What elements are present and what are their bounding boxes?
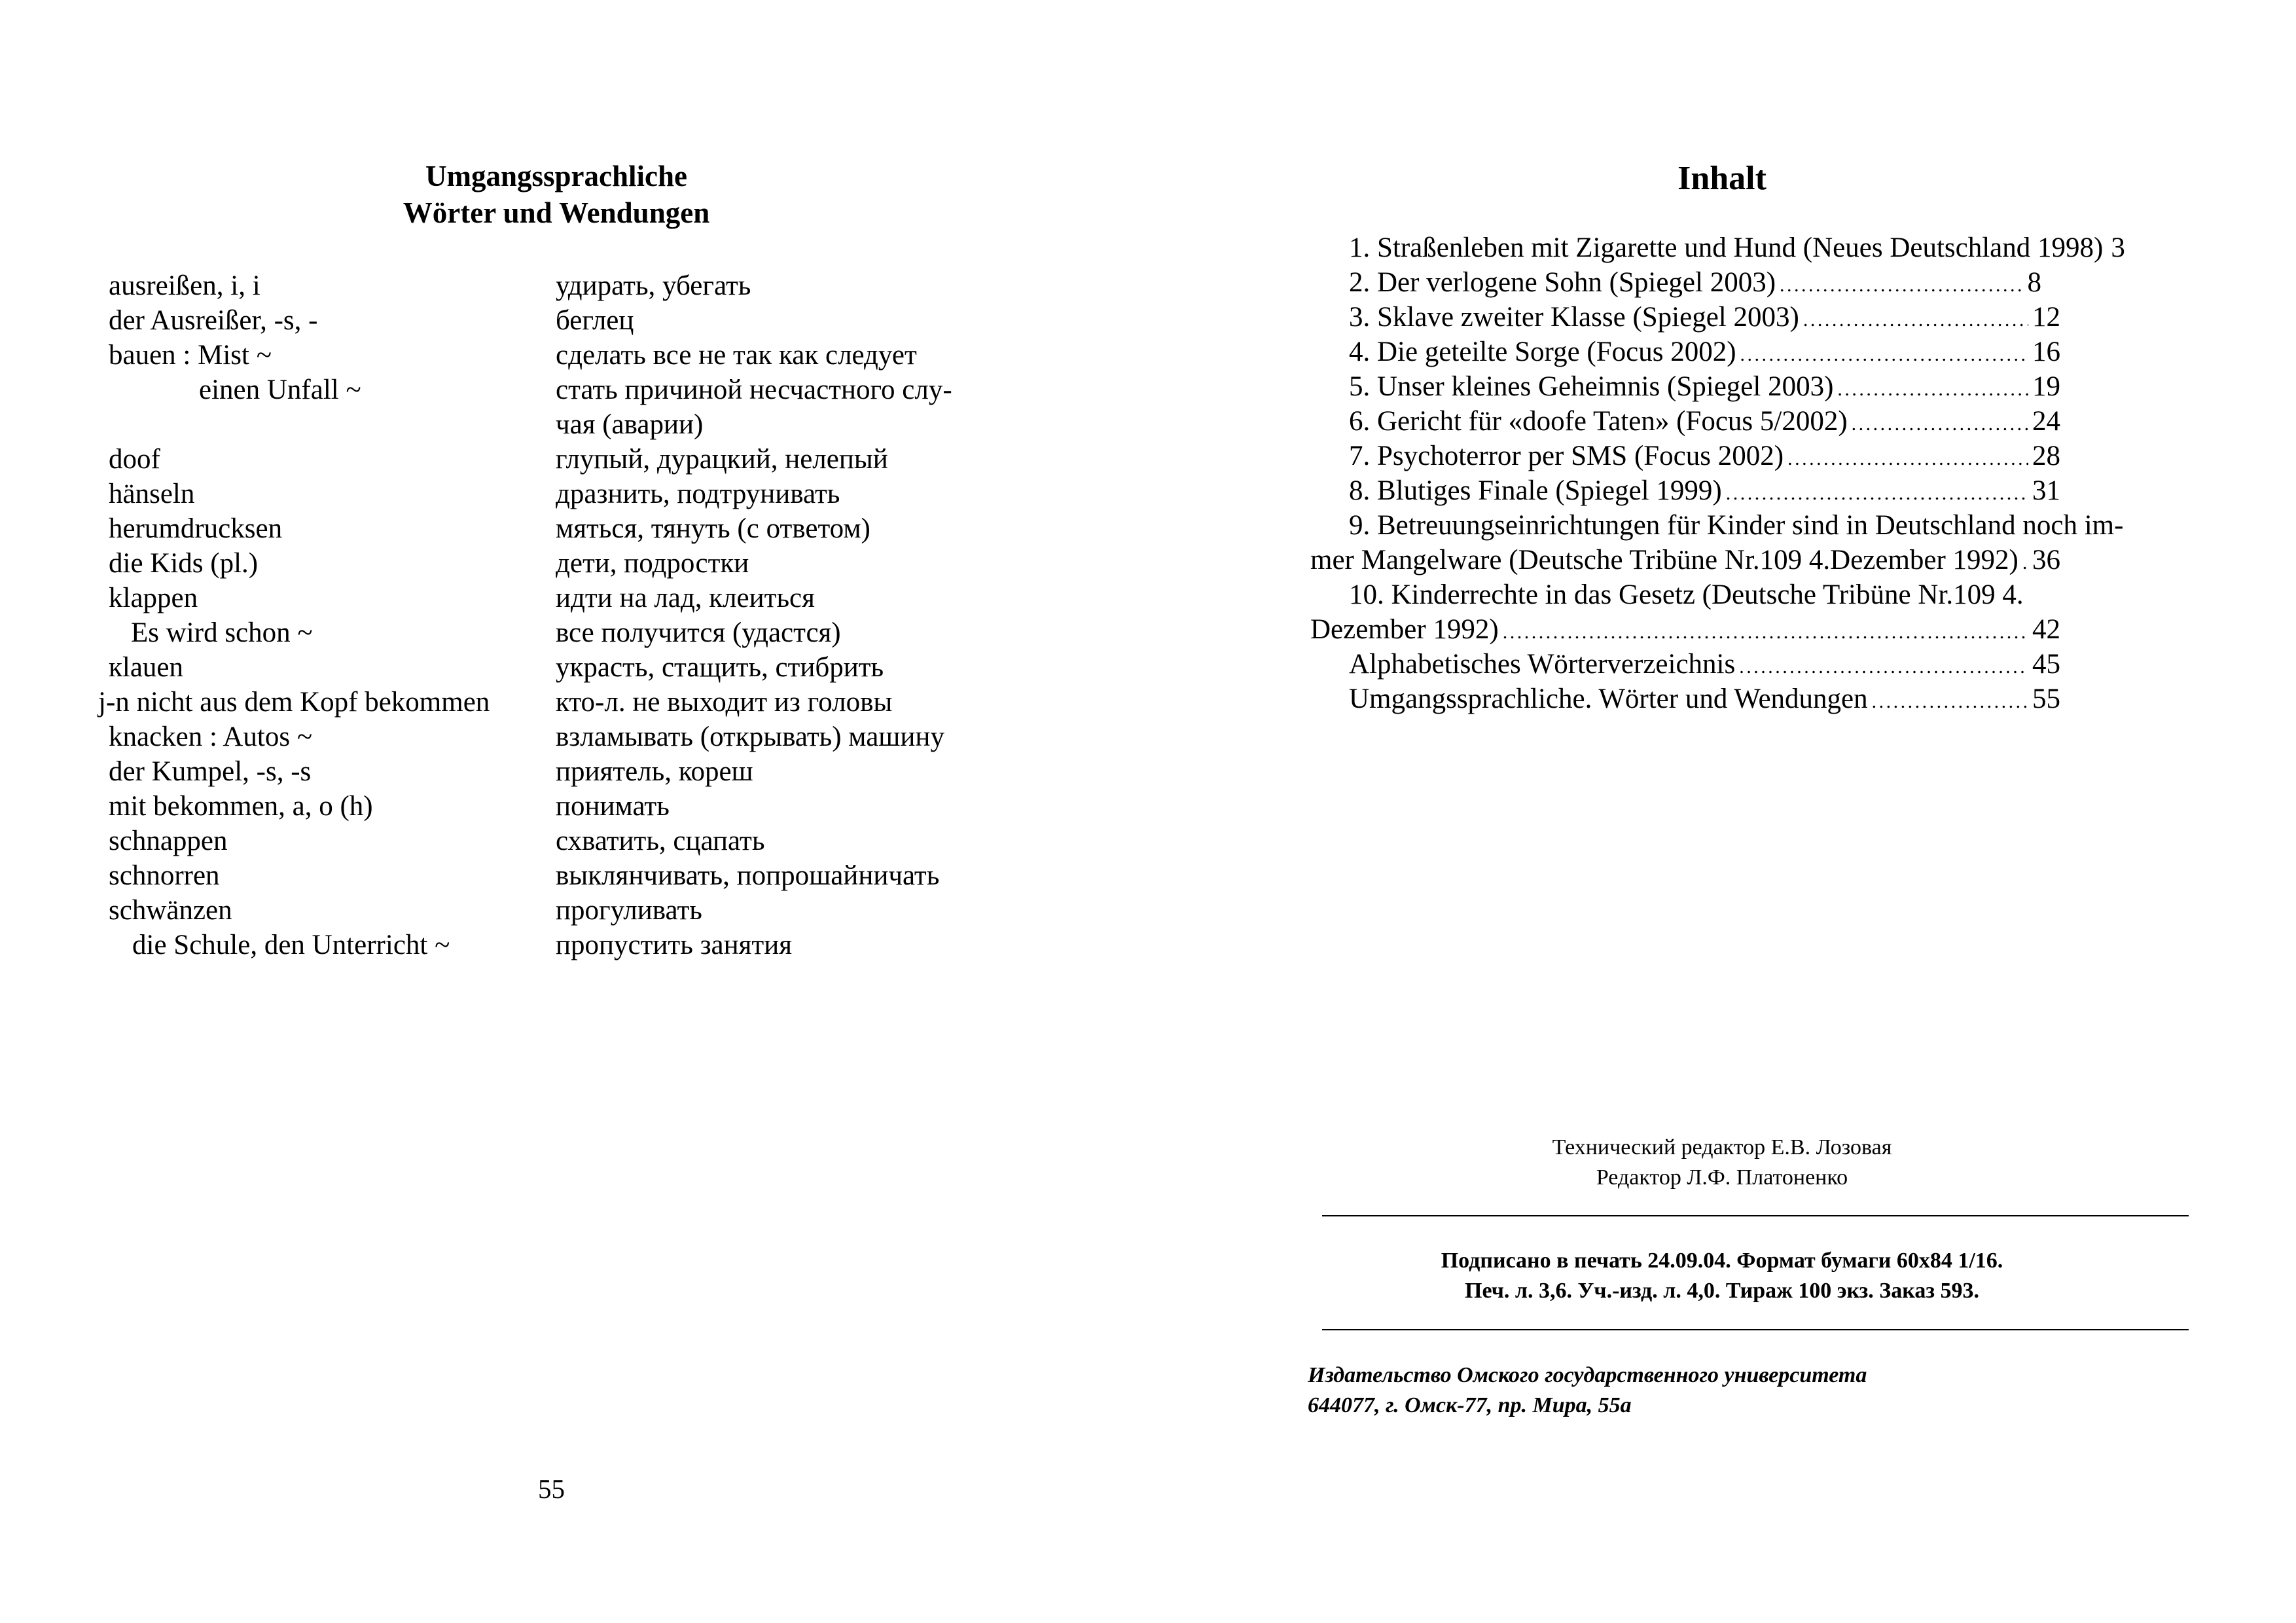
glossary-translation: понимать	[556, 791, 670, 822]
glossary-translation: беглец	[556, 305, 634, 336]
glossary-term: einen Unfall ~	[199, 374, 361, 405]
toc-entry-title: 8. Blutiges Finale (Spiegel 1999)	[1349, 475, 1722, 506]
page-number: 55	[538, 1474, 565, 1504]
toc-leader	[2022, 543, 2028, 580]
toc-leader	[1787, 439, 2028, 476]
toc-page-number: 24	[2032, 406, 2060, 437]
glossary-term: Es wird schon ~	[131, 617, 313, 648]
print-info-line2: Печ. л. 3,6. Уч.-изд. л. 4,0. Тираж 100 экз. Заказ 593.	[1465, 1279, 1979, 1303]
toc-entry-title: 5. Unser kleines Geheimnis (Spiegel 2003)	[1349, 371, 1834, 402]
glossary-term: кlauen	[109, 652, 184, 683]
glossary-row	[109, 789, 1025, 824]
glossary-translation: дети, подростки	[556, 548, 749, 579]
glossary-translation: глупый, дурацкий, нелепый	[556, 444, 888, 475]
glossary-term: die Kids (pl.)	[109, 548, 259, 579]
glossary-term: knacken : Autos ~	[109, 721, 313, 752]
publisher-address: 644077, г. Омск-77, пр. Мира, 55а	[1308, 1393, 1632, 1417]
glossary-translation: дразнить, подтрунивать	[556, 479, 840, 509]
glossary-term: die Schule, den Unterricht ~	[132, 930, 450, 960]
glossary-translation: прогуливать	[556, 895, 702, 926]
toc-entry-title: 3. Sklave zweiter Klasse (Spiegel 2003)	[1349, 302, 1799, 333]
glossary-row	[109, 581, 1025, 615]
glossary-row	[109, 824, 1025, 858]
glossary-translation: удирать, убегать	[556, 270, 751, 301]
toc-entry-title: 4. Die geteilte Sorge (Focus 2002)	[1349, 337, 1736, 367]
toc-page-number: 45	[2032, 649, 2060, 680]
toc-page-number: 19	[2032, 371, 2060, 402]
toc-entry	[1349, 300, 2060, 335]
glossary-term: bauen : Mist ~	[109, 340, 272, 371]
glossary-term: mit bekommen, a, o (h)	[109, 791, 373, 822]
glossary-row	[109, 442, 1025, 477]
tech-editor: Технический редактор Е.В. Лозовая	[1552, 1135, 1892, 1159]
glossary-translation: чая (аварии)	[556, 409, 704, 440]
glossary-term: j-n nicht aus dem Kopf bekommen	[98, 687, 490, 718]
glossary-term: klappen	[109, 583, 198, 613]
glossary-term: schnorren	[109, 860, 220, 891]
toc-leader	[1852, 404, 2028, 441]
toc-leader	[1726, 473, 2028, 511]
glossary-row	[109, 477, 1025, 511]
glossary-title-line2: Wörter und Wendungen	[403, 196, 710, 229]
toc-page-number: 16	[2032, 337, 2060, 367]
glossary-term: schnappen	[109, 826, 228, 856]
toc-page-number: 31	[2032, 475, 2060, 506]
glossary-row	[109, 928, 1025, 962]
glossary-translation: выклянчивать, попрошайничать	[556, 860, 940, 891]
glossary-term: herumdrucksen	[109, 513, 283, 544]
toc-page-number: 8	[2027, 267, 2041, 298]
toc-entry	[1349, 439, 2060, 473]
publisher-name: Издательство Омского государственного университета	[1308, 1363, 1867, 1387]
glossary-translation: стать причиной несчастного слу-	[556, 374, 952, 405]
toc-entry-title: 7. Psychoterror per SMS (Focus 2002)	[1349, 441, 1784, 471]
glossary-row	[109, 546, 1025, 581]
editor: Редактор Л.Ф. Платоненко	[1596, 1165, 1848, 1190]
glossary-term: der Ausreißer, -s, -	[109, 305, 318, 336]
glossary-translation: сделать все не так как следует	[556, 340, 917, 371]
toc-entry-title: 9. Betreuungseinrichtungen für Kinder sind in Deutschland noch im-	[1349, 510, 2124, 541]
glossary-term: doof	[109, 444, 160, 475]
glossary-row	[109, 268, 1025, 303]
glossary-row	[109, 511, 1025, 546]
toc-leader	[1837, 369, 2028, 407]
toc-entry-title: 10. Kinderrechte in das Gesetz (Deutsche Tribüne Nr.109 4.	[1349, 579, 2024, 610]
glossary-row	[109, 338, 1025, 373]
toc-entry	[1349, 369, 2060, 404]
glossary-row	[109, 373, 1025, 407]
toc-entry-title: Alphabetisches Wörterverzeichnis	[1349, 649, 1736, 680]
toc-entry	[1349, 404, 2060, 439]
right-page	[1148, 0, 2296, 1623]
glossary-translation: пропустить занятия	[556, 930, 793, 960]
glossary-title-line1: Umgangssprachliche	[425, 160, 687, 192]
toc-entry-title: 1. Straßenleben mit Zigarette und Hund (Neues Deutschland 1998)	[1349, 232, 2104, 263]
toc-entry-title: 2. Der verlogene Sohn (Spiegel 2003)	[1349, 267, 1776, 298]
glossary-translation: кто-л. не выходит из головы	[556, 687, 893, 718]
glossary-term: ausreißen, i, i	[109, 270, 260, 301]
glossary-term: hänseln	[109, 479, 195, 509]
glossary-row	[109, 858, 1025, 893]
print-info-line1: Подписано в печать 24.09.04. Формат бумаги 60х84 1/16.	[1441, 1249, 2003, 1273]
glossary-row	[109, 303, 1025, 338]
toc-page-number: 28	[2032, 441, 2060, 471]
toc-entry	[1310, 543, 2060, 577]
divider	[1322, 1215, 2189, 1216]
glossary-term: der Kumpel, -s, -s	[109, 756, 312, 787]
glossary-translation: приятель, кореш	[556, 756, 753, 787]
glossary-row	[109, 407, 1025, 442]
toc-leader	[1780, 265, 2023, 302]
glossary-list	[98, 268, 1025, 962]
glossary-translation: все получится (удастся)	[556, 617, 841, 648]
toc-leader	[1803, 300, 2028, 337]
toc-entry	[1349, 682, 2060, 716]
toc-leader	[1872, 682, 2028, 719]
glossary-translation: украсть, стащить, стибрить	[556, 652, 884, 683]
toc-entry	[1349, 647, 2060, 682]
glossary-row	[109, 615, 1025, 650]
glossary-translation: схватить, сцапать	[556, 826, 765, 856]
toc-entry-title: mer Mangelware (Deutsche Tribüne Nr.109 4.Dezember 1992)	[1310, 545, 2018, 575]
toc-page-number: 42	[2032, 614, 2060, 645]
glossary-row	[109, 893, 1025, 928]
toc-title: Inhalt	[1677, 160, 1767, 197]
toc-entry-title: 6. Gericht für «doofe Taten» (Focus 5/2002)	[1349, 406, 1848, 437]
divider	[1322, 1329, 2189, 1330]
glossary-translation: взламывать (открывать) машину	[556, 721, 944, 752]
glossary-translation: мяться, тянуть (с ответом)	[556, 513, 870, 544]
toc-leader	[1740, 335, 2028, 372]
toc-page-number: 36	[2032, 545, 2060, 575]
toc-page-number: 55	[2032, 684, 2060, 714]
toc-entry	[1349, 335, 2060, 369]
glossary-row	[98, 685, 1025, 720]
glossary-row	[109, 650, 1025, 685]
glossary-row	[109, 754, 1025, 789]
glossary-translation: идти на лад, клеиться	[556, 583, 815, 613]
toc-entry-title: Umgangssprachliche. Wörter und Wendungen	[1349, 684, 1868, 714]
toc-leader	[1739, 647, 2028, 684]
glossary-row	[109, 720, 1025, 754]
toc-page-number: 12	[2032, 302, 2060, 333]
toc-page-number: 3	[2111, 232, 2125, 263]
toc-entry-title: Dezember 1992)	[1310, 614, 1499, 645]
toc-entry	[1349, 473, 2060, 508]
toc-leader	[1503, 612, 2028, 649]
glossary-term: schwänzen	[109, 895, 232, 926]
toc-entry	[1349, 265, 2041, 300]
toc-entry	[1310, 612, 2060, 647]
toc-entry	[1349, 230, 2125, 265]
